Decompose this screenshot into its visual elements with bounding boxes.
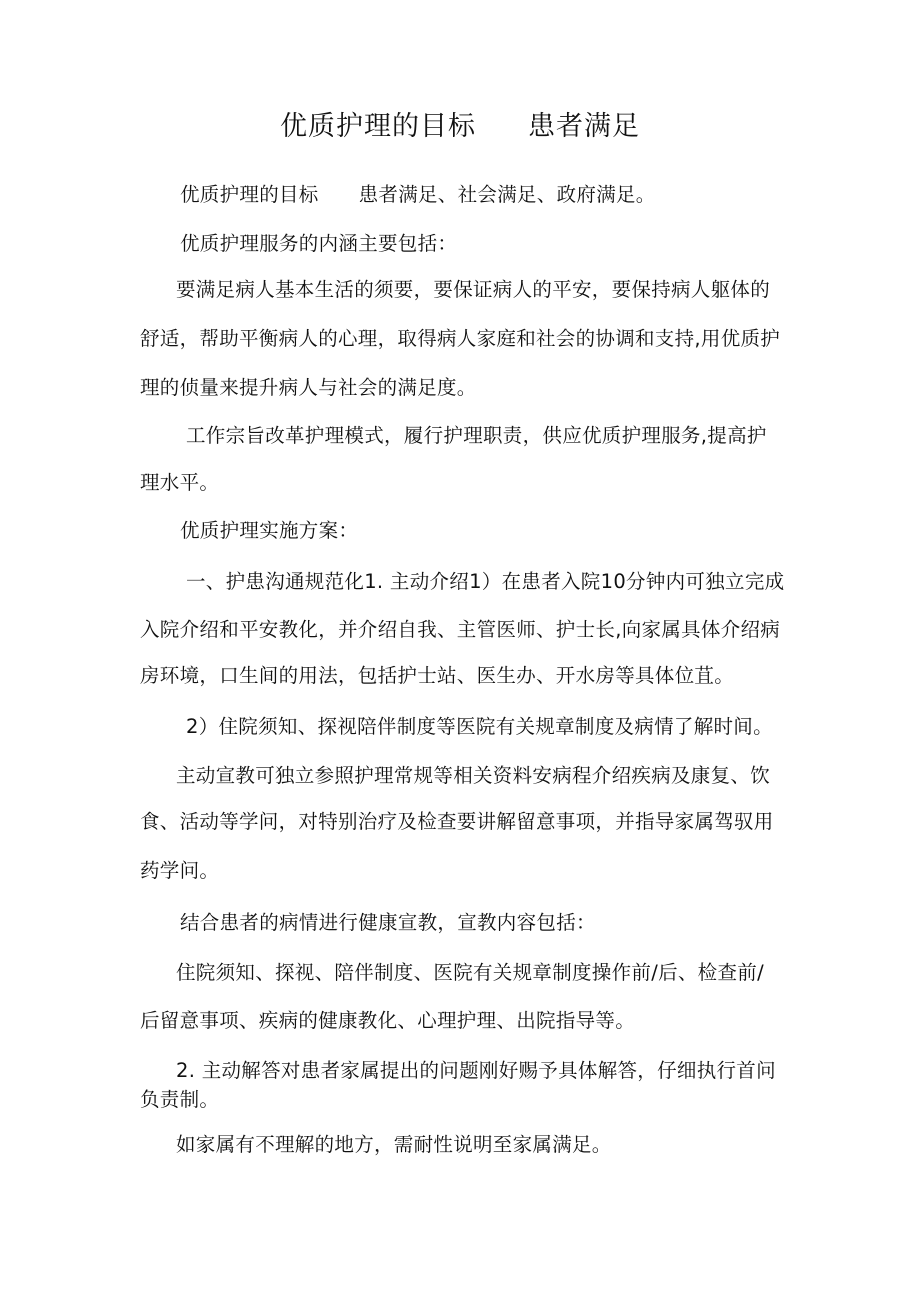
education-line-3: 药学问。 — [140, 859, 220, 882]
item2-line: 2）住院须知、探视陪伴制度等医院有关规章制度及病情了解时间。 — [186, 715, 773, 738]
purpose-line-2: 理水平。 — [140, 471, 220, 494]
content-heading: 优质护理服务的内涵主要包括： — [180, 232, 458, 255]
title-part-1: 优质护理的目标 — [280, 111, 476, 142]
patience-line: 如家属有不理解的地方，需耐性说明至家属满足。 — [176, 1133, 612, 1156]
contents-line-2: 后留意事项、疾病的健康教化、心理护理、出院指导等。 — [140, 1009, 636, 1032]
plan-heading: 优质护理实施方案： — [180, 519, 359, 542]
answer-line-2: 负责制。 — [140, 1088, 220, 1111]
content-paragraph-line-1: 要满足病人基本生活的须要，要保证病人的平安，要保持病人躯体的 — [176, 278, 771, 301]
content-paragraph-line-3: 理的侦量来提升病人与社会的满足度。 — [140, 376, 477, 399]
title-part-2: 患者满足 — [528, 111, 640, 142]
education-line-1: 主动宣教可独立参照护理常规等相关资料安病程介绍疾病及康复、饮 — [176, 764, 771, 787]
contents-line-1: 住院须知、探视、陪伴制度、医院有关规章制度操作前/后、检查前/ — [176, 961, 764, 984]
content-paragraph-line-2: 舒适，帮助平衡病人的心理，取得病人家庭和社会的协调和支持,用优质护 — [140, 327, 781, 350]
section1-line-3: 房环境，口生间的用法，包括护士站、医生办、开水房等具体位苴。 — [140, 664, 735, 687]
goal-text: 患者满足、社会满足、政府满足。 — [358, 183, 656, 206]
purpose-line-1: 工作宗旨改革护理模式，履行护理职责，供应优质护理服务,提高护 — [186, 424, 767, 447]
answer-line-1: 2. 主动解答对患者家属提出的问题刚好赐予具体解答，仔细执行首问 — [176, 1059, 776, 1082]
education-line-2: 食、活动等学问，对特别治疗及检查要讲解留意事项，并指导家属驾驭用 — [140, 810, 774, 833]
page-title — [0, 104, 920, 143]
goal-label: 优质护理的目标 — [180, 183, 319, 206]
goal-line — [180, 179, 656, 207]
combine-line: 结合患者的病情进行健康宣教，宣教内容包括： — [180, 911, 596, 934]
section1-line-2: 入院介绍和平安教化，并介绍自我、主管医师、护士长,向家属具体介绍病 — [140, 618, 781, 641]
section1-line-1: 一、护患沟通规范化1. 主动介绍1）在患者入院10分钟内可独立完成 — [186, 570, 785, 593]
